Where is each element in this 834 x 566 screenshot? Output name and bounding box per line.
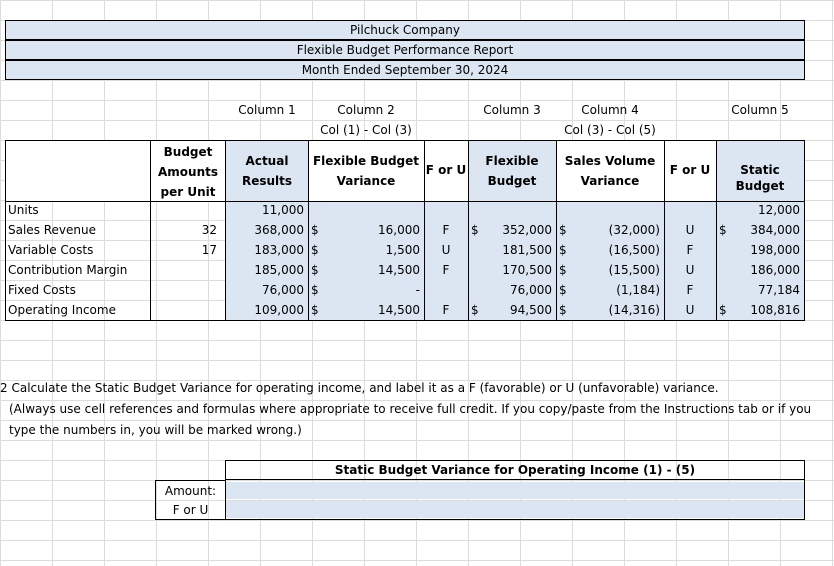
table-border [5, 140, 6, 202]
flexible-budget-cell[interactable] [468, 301, 556, 321]
column-5-label[interactable]: Column 5 [731, 103, 789, 117]
f-or-u-cell-2-value: U [685, 223, 695, 237]
dollar-sign: $ [311, 243, 319, 257]
f-or-u-cell-1[interactable] [424, 201, 468, 221]
per-unit-cell-value: 17 [201, 243, 217, 257]
flexible-budget-cell-value: 170,500 [502, 263, 552, 277]
flexible-budget-variance-cell-value: 14,500 [378, 263, 420, 277]
f-or-u-cell-2-value: F [686, 243, 694, 257]
table-border [5, 320, 805, 321]
instruction-number: 2 [0, 381, 8, 395]
actual-results-cell-value: 11,000 [262, 203, 304, 217]
report-period[interactable]: Month Ended September 30, 2024 [5, 60, 805, 80]
table-border [424, 141, 425, 321]
f-or-u-cell-2[interactable] [664, 201, 716, 221]
f-or-u-cell-1-value: U [441, 243, 451, 257]
f-or-u-header-1[interactable]: F or U [425, 163, 467, 177]
flexible-budget-variance-cell[interactable] [308, 261, 424, 281]
flexible-budget-variance-cell[interactable] [308, 301, 424, 321]
row-label[interactable] [5, 221, 155, 241]
table-border [468, 141, 469, 321]
actual-results-line1: Actual [245, 154, 289, 168]
table-border [556, 141, 557, 321]
dollar-sign: $ [311, 303, 319, 317]
column-1-label[interactable]: Column 1 [238, 103, 296, 117]
table-border [150, 141, 151, 321]
column-2-label[interactable]: Column 2 [337, 103, 395, 117]
instruction-line-2: (Always use cell references and formulas where appropriate to receive full credit. If you copy/paste from the Instructions tab or if you [9, 402, 812, 416]
answer-box [225, 480, 805, 520]
budget-amounts-line3: per Unit [160, 185, 216, 199]
flexible-budget-cell-value: 94,500 [510, 303, 552, 317]
instruction-text-1: Calculate the Static Budget Variance for operating income, and label it as a F (favorable) or U (unfavorable) variance. [11, 381, 719, 395]
flexible-budget-variance-cell-value: 14,500 [378, 303, 420, 317]
row-label-value: Operating Income [8, 303, 116, 317]
per-unit-cell[interactable] [155, 261, 221, 281]
f-or-u-cell-2[interactable] [664, 221, 716, 241]
flexible-budget-cell-value: 181,500 [502, 243, 552, 257]
static-budget-cell-value: 384,000 [750, 223, 800, 237]
table-border [716, 141, 717, 321]
per-unit-cell[interactable] [155, 221, 221, 241]
sales-volume-variance-cell-value: (14,316) [608, 303, 660, 317]
flexible-budget-cell[interactable] [468, 281, 556, 301]
f-or-u-cell-2[interactable] [664, 241, 716, 261]
flexible-budget-variance-cell[interactable] [308, 201, 424, 221]
flex-var-line2: Variance [336, 174, 396, 188]
dollar-sign: $ [311, 283, 319, 297]
flexible-budget-variance-header[interactable] [308, 151, 424, 191]
f-or-u-cell-1[interactable] [424, 221, 468, 241]
f-or-u-cell-2[interactable] [664, 281, 716, 301]
answer-labels-box [155, 480, 225, 520]
row-label[interactable] [5, 281, 155, 301]
sales-volume-variance-cell-value: (15,500) [608, 263, 660, 277]
dollar-sign: $ [559, 303, 567, 317]
f-or-u-cell-1-value: F [442, 303, 450, 317]
table-border [804, 201, 805, 321]
static-budget-cell-value: 198,000 [750, 243, 800, 257]
column-4-formula[interactable]: Col (3) - Col (5) [564, 123, 656, 137]
static-budget-cell[interactable] [716, 201, 804, 221]
per-unit-cell[interactable] [155, 201, 221, 221]
flexible-budget-line2: Budget [487, 174, 537, 188]
row-label-value: Units [8, 203, 39, 217]
row-label[interactable] [5, 241, 155, 261]
f-or-u-cell-1[interactable] [424, 261, 468, 281]
static-budget-cell-value: 186,000 [750, 263, 800, 277]
dollar-sign: $ [559, 263, 567, 277]
dollar-sign: $ [719, 223, 727, 237]
static-budget-cell-value: 77,184 [758, 283, 800, 297]
f-or-u-cell-2[interactable] [664, 301, 716, 321]
sales-volume-variance-cell[interactable] [556, 201, 664, 221]
instruction-line-3: type the numbers in, you will be marked wrong.) [9, 423, 302, 437]
row-label-value: Contribution Margin [8, 263, 128, 277]
sales-volume-variance-cell[interactable] [556, 301, 664, 321]
flexible-budget-cell[interactable] [468, 241, 556, 261]
f-or-u-cell-2-value: U [685, 303, 695, 317]
dollar-sign: $ [559, 223, 567, 237]
flexible-budget-cell-value: 352,000 [502, 223, 552, 237]
f-or-u-cell-1[interactable] [424, 281, 468, 301]
fu-label: F or U [172, 503, 209, 517]
dollar-sign: $ [559, 283, 567, 297]
f-or-u-cell-2[interactable] [664, 261, 716, 281]
row-label-value: Fixed Costs [8, 283, 76, 297]
static-budget-cell[interactable] [716, 241, 804, 261]
column-4-label[interactable]: Column 4 [581, 103, 639, 117]
budget-amounts-header[interactable] [155, 142, 221, 202]
dollar-sign: $ [559, 243, 567, 257]
static-budget-cell[interactable] [716, 281, 804, 301]
per-unit-cell[interactable] [155, 301, 221, 321]
table-border [5, 201, 6, 321]
instruction-line-1 [0, 381, 719, 395]
actual-results-cell-value: 185,000 [254, 263, 304, 277]
dollar-sign: $ [311, 263, 319, 277]
actual-results-cell[interactable] [226, 221, 308, 241]
flexible-budget-line1: Flexible [485, 154, 539, 168]
sales-volume-variance-cell[interactable] [556, 261, 664, 281]
actual-results-cell-value: 183,000 [254, 243, 304, 257]
f-or-u-cell-1[interactable] [424, 241, 468, 261]
dollar-sign: $ [471, 223, 479, 237]
flexible-budget-cell-value: 76,000 [510, 283, 552, 297]
f-or-u-cell-1-value: F [442, 223, 450, 237]
flexible-budget-variance-cell[interactable] [308, 221, 424, 241]
f-or-u-input[interactable] [226, 501, 804, 518]
budget-amounts-line1: Budget [163, 145, 213, 159]
answer-header[interactable]: Static Budget Variance for Operating Income (1) - (5) [225, 460, 805, 480]
actual-results-cell-value: 76,000 [262, 283, 304, 297]
table-border [5, 201, 805, 202]
flexible-budget-variance-cell[interactable] [308, 241, 424, 261]
static-budget-cell[interactable] [716, 301, 804, 321]
actual-results-cell-value: 368,000 [254, 223, 304, 237]
column-3-label[interactable]: Column 3 [483, 103, 541, 117]
amount-label: Amount: [164, 484, 217, 498]
flexible-budget-cell[interactable] [468, 261, 556, 281]
sales-volume-variance-header[interactable] [556, 151, 664, 191]
table-border [804, 140, 805, 202]
per-unit-cell[interactable] [155, 241, 221, 261]
flex-var-line1: Flexible Budget [312, 154, 420, 168]
actual-results-cell[interactable] [226, 261, 308, 281]
actual-results-header [226, 151, 308, 191]
f-or-u-cell-1[interactable] [424, 301, 468, 321]
flexible-budget-variance-cell-value: 16,000 [378, 223, 420, 237]
budget-amounts-line2: Amounts [158, 165, 218, 179]
f-or-u-cell-2-value: U [685, 263, 695, 277]
flexible-budget-variance-cell[interactable] [308, 281, 424, 301]
f-or-u-cell-2-value: F [686, 283, 694, 297]
row-label[interactable] [5, 261, 155, 281]
flexible-budget-cell[interactable] [468, 201, 556, 221]
flexible-budget-variance-cell-value: - [415, 283, 420, 297]
dollar-sign: $ [471, 303, 479, 317]
flexible-budget-cell[interactable] [468, 221, 556, 241]
actual-results-cell[interactable] [226, 301, 308, 321]
sales-volume-variance-cell-value: (16,500) [608, 243, 660, 257]
static-budget-header: Static Budget [735, 163, 785, 193]
amount-input[interactable] [226, 482, 804, 499]
per-unit-cell-value: 32 [201, 223, 217, 237]
static-budget-cell[interactable] [716, 221, 804, 241]
sales-vol-line1: Sales Volume [564, 154, 656, 168]
sales-volume-variance-cell[interactable] [556, 221, 664, 241]
dollar-sign: $ [311, 223, 319, 237]
row-label-value: Variable Costs [8, 243, 94, 257]
actual-results-cell[interactable] [226, 281, 308, 301]
sales-vol-line2: Variance [580, 174, 640, 188]
flexible-budget-variance-cell-value: 1,500 [385, 243, 420, 257]
static-budget-cell-value: 12,000 [758, 203, 800, 217]
row-label[interactable] [5, 201, 155, 221]
f-or-u-cell-1-value: F [442, 263, 450, 277]
per-unit-cell[interactable] [155, 281, 221, 301]
report-company[interactable]: Pilchuck Company [5, 20, 805, 40]
row-label-value: Sales Revenue [8, 223, 97, 237]
sales-volume-variance-cell-value: (32,000) [608, 223, 660, 237]
row-label[interactable] [5, 301, 155, 321]
sales-volume-variance-cell[interactable] [556, 241, 664, 261]
column-2-formula[interactable]: Col (1) - Col (3) [320, 123, 412, 137]
static-budget-cell-value: 108,816 [750, 303, 800, 317]
static-budget-cell[interactable] [716, 261, 804, 281]
actual-results-line2: Results [241, 174, 293, 188]
f-or-u-header-2[interactable]: F or U [669, 163, 711, 177]
actual-results-cell-value: 109,000 [254, 303, 304, 317]
report-title[interactable]: Flexible Budget Performance Report [5, 40, 805, 60]
flexible-budget-header [468, 151, 556, 191]
actual-results-cell[interactable] [226, 241, 308, 261]
table-border [308, 141, 309, 321]
table-border [664, 141, 665, 321]
dollar-sign: $ [719, 303, 727, 317]
sales-volume-variance-cell[interactable] [556, 281, 664, 301]
sales-volume-variance-cell-value: (1,184) [616, 283, 660, 297]
table-border [225, 141, 226, 321]
actual-results-cell[interactable] [226, 201, 308, 221]
